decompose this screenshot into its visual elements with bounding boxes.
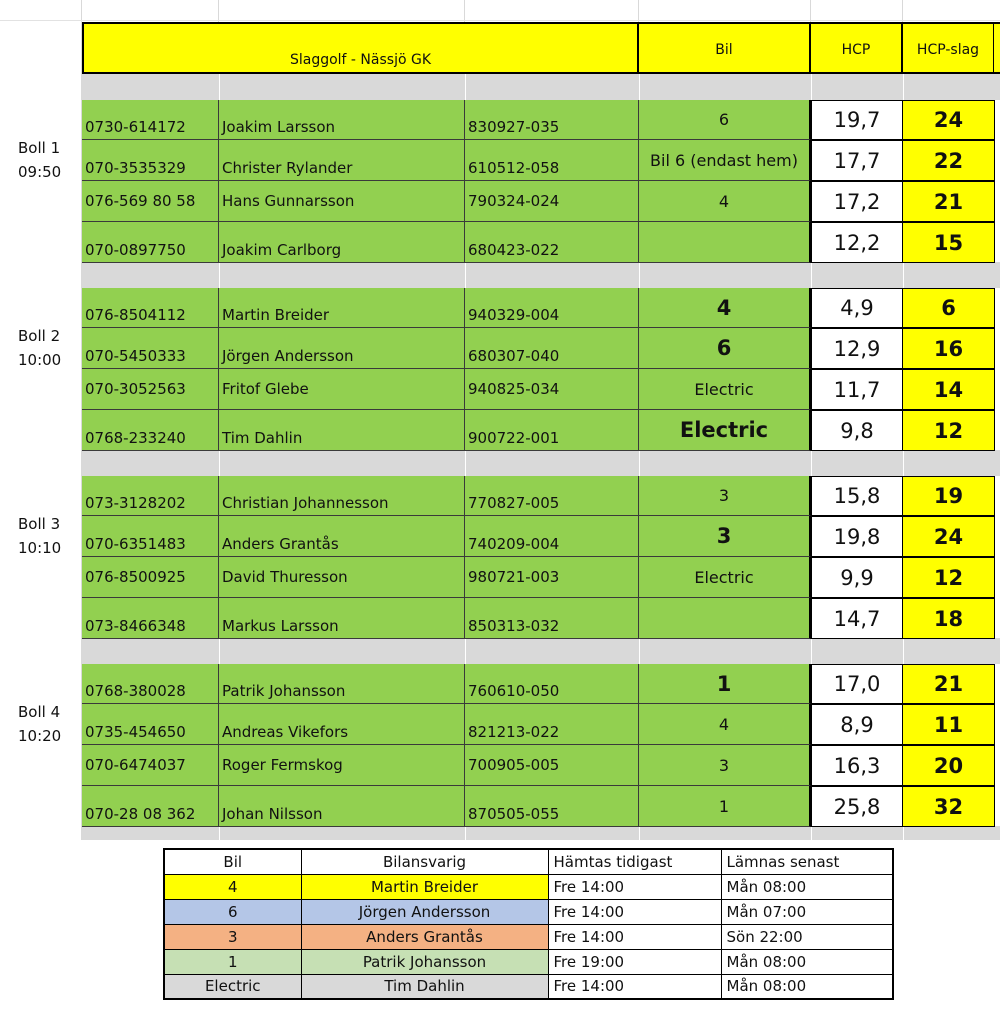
separator-gridline: [219, 450, 220, 476]
separator-gridline: [903, 826, 904, 840]
group-label: [18, 324, 61, 372]
player-hcp-slag: 15: [903, 222, 995, 263]
player-hcp: 12,2: [811, 222, 903, 263]
separator-gridline: [219, 826, 220, 840]
player-name: Johan Nilsson: [219, 786, 465, 827]
separator-gridline: [903, 262, 904, 288]
group-separator: [82, 262, 1000, 288]
legend-pickup: Fre 14:00: [548, 974, 721, 999]
legend-dropoff: Mån 07:00: [721, 899, 893, 924]
group-separator: [82, 826, 1000, 840]
player-hcp: 19,8: [811, 516, 903, 557]
separator-gridline: [465, 638, 466, 664]
player-phone: 073-3128202: [82, 476, 219, 516]
player-hcp-slag: 11: [903, 704, 995, 745]
group-time: 10:00: [18, 351, 62, 369]
player-hcp: 8,9: [811, 704, 903, 745]
player-phone: 070-5450333: [82, 328, 219, 369]
player-car: 4: [639, 288, 811, 328]
player-car: Electric: [639, 557, 811, 598]
player-car: 3: [639, 745, 811, 786]
player-phone: 0768-380028: [82, 664, 219, 704]
player-hcp: 9,9: [811, 557, 903, 598]
separator-gridline: [465, 826, 466, 840]
player-car: 1: [639, 786, 811, 827]
player-hcp-slag: 21: [903, 181, 995, 222]
player-phone: 0730-614172: [82, 100, 219, 140]
legend-row: [164, 974, 893, 999]
legend-row: [164, 924, 893, 949]
player-id: 870505-055: [465, 786, 639, 827]
player-hcp: 16,3: [811, 745, 903, 786]
player-name: Markus Larsson: [219, 598, 465, 639]
group-name: Boll 4: [18, 703, 61, 721]
group-separator: [82, 74, 1000, 100]
legend-bil: Electric: [164, 974, 301, 999]
grid-line: [0, 20, 1000, 21]
player-hcp-slag: 14: [903, 369, 995, 410]
legend-bil: 1: [164, 949, 301, 974]
player-name: Andreas Vikefors: [219, 704, 465, 745]
player-phone: 070-28 08 362: [82, 786, 219, 827]
separator-gridline: [811, 826, 812, 840]
legend-dropoff: Mån 08:00: [721, 974, 893, 999]
player-phone: 070-6351483: [82, 516, 219, 557]
separator-gridline: [639, 450, 640, 476]
group-time: 09:50: [18, 163, 62, 181]
player-name: Christian Johannesson: [219, 476, 465, 516]
player-name: Hans Gunnarsson: [219, 181, 465, 222]
player-id: 980721-003: [465, 557, 639, 598]
player-car: Electric: [639, 410, 811, 451]
player-id: 680307-040: [465, 328, 639, 369]
group-separator: [82, 638, 1000, 664]
legend-driver: Anders Grantås: [301, 924, 548, 949]
player-name: Fritof Glebe: [219, 369, 465, 410]
player-hcp-slag: 6: [903, 288, 995, 328]
legend-row: [164, 899, 893, 924]
group-time: 10:20: [18, 727, 62, 745]
separator-gridline: [811, 74, 812, 100]
legend-driver: Martin Breider: [301, 874, 548, 899]
legend-pickup: Fre 14:00: [548, 924, 721, 949]
player-name: Anders Grantås: [219, 516, 465, 557]
player-car: 6: [639, 100, 811, 140]
legend-pickup: Fre 19:00: [548, 949, 721, 974]
group-name: Boll 2: [18, 327, 61, 345]
car-legend-table: [163, 848, 894, 1000]
legend-driver: Jörgen Andersson: [301, 899, 548, 924]
player-name: Jörgen Andersson: [219, 328, 465, 369]
legend-bil: 6: [164, 899, 301, 924]
player-hcp: 17,2: [811, 181, 903, 222]
player-phone: 073-8466348: [82, 598, 219, 639]
legend-header-bil: Bil: [164, 849, 301, 874]
player-id: 700905-005: [465, 745, 639, 786]
player-car: [639, 222, 811, 263]
player-id: 740209-004: [465, 516, 639, 557]
group-label: [18, 136, 61, 184]
player-car: Electric: [639, 369, 811, 410]
player-id: 850313-032: [465, 598, 639, 639]
bil-header: Bil: [639, 22, 811, 74]
player-name: Roger Fermskog: [219, 745, 465, 786]
player-hcp: 11,7: [811, 369, 903, 410]
separator-gridline: [903, 74, 904, 100]
player-hcp-slag: 32: [903, 786, 995, 827]
legend-row: [164, 874, 893, 899]
player-hcp-slag: 24: [903, 516, 995, 557]
separator-gridline: [811, 262, 812, 288]
group-time: 10:10: [18, 539, 62, 557]
separator-gridline: [811, 638, 812, 664]
player-phone: 070-0897750: [82, 222, 219, 263]
legend-row: [164, 949, 893, 974]
legend-dropoff: Mån 08:00: [721, 874, 893, 899]
legend-header-driver: Bilansvarig: [301, 849, 548, 874]
player-id: 760610-050: [465, 664, 639, 704]
player-phone: 076-8504112: [82, 288, 219, 328]
player-phone: 070-3535329: [82, 140, 219, 181]
player-hcp-slag: 20: [903, 745, 995, 786]
separator-gridline: [465, 450, 466, 476]
player-car: 4: [639, 181, 811, 222]
hcp-slag-header: HCP-slag: [903, 22, 995, 74]
player-phone: 076-569 80 58: [82, 181, 219, 222]
player-name: Tim Dahlin: [219, 410, 465, 451]
group-name: Boll 1: [18, 139, 61, 157]
player-phone: 0768-233240: [82, 410, 219, 451]
player-phone: 070-6474037: [82, 745, 219, 786]
separator-gridline: [465, 74, 466, 100]
separator-gridline: [639, 262, 640, 288]
player-car: 3: [639, 516, 811, 557]
player-hcp: 17,0: [811, 664, 903, 704]
header-edge: [994, 22, 1000, 74]
player-hcp: 15,8: [811, 476, 903, 516]
player-id: 790324-024: [465, 181, 639, 222]
hcp-header: HCP: [811, 22, 903, 74]
legend-driver: Tim Dahlin: [301, 974, 548, 999]
group-name: Boll 3: [18, 515, 61, 533]
player-phone: 076-8500925: [82, 557, 219, 598]
group-separator: [82, 450, 1000, 476]
legend-header-pickup: Hämtas tidigast: [548, 849, 721, 874]
player-name: Christer Rylander: [219, 140, 465, 181]
player-name: David Thuresson: [219, 557, 465, 598]
player-hcp-slag: 12: [903, 557, 995, 598]
group-label: [18, 512, 61, 560]
separator-gridline: [219, 638, 220, 664]
player-car: 4: [639, 704, 811, 745]
player-id: 940329-004: [465, 288, 639, 328]
legend-header-dropoff: Lämnas senast: [721, 849, 893, 874]
player-phone: 070-3052563: [82, 369, 219, 410]
player-car: 3: [639, 476, 811, 516]
player-name: Joakim Carlborg: [219, 222, 465, 263]
player-id: 830927-035: [465, 100, 639, 140]
player-id: 610512-058: [465, 140, 639, 181]
player-name: Patrik Johansson: [219, 664, 465, 704]
player-id: 821213-022: [465, 704, 639, 745]
player-hcp: 4,9: [811, 288, 903, 328]
legend-header-row: [164, 849, 893, 874]
legend-driver: Patrik Johansson: [301, 949, 548, 974]
player-id: 900722-001: [465, 410, 639, 451]
player-hcp-slag: 21: [903, 664, 995, 704]
player-hcp: 9,8: [811, 410, 903, 451]
player-hcp: 19,7: [811, 100, 903, 140]
player-hcp-slag: 24: [903, 100, 995, 140]
separator-gridline: [639, 826, 640, 840]
separator-gridline: [811, 450, 812, 476]
legend-pickup: Fre 14:00: [548, 874, 721, 899]
player-hcp: 12,9: [811, 328, 903, 369]
legend-bil: 3: [164, 924, 301, 949]
player-hcp: 25,8: [811, 786, 903, 827]
player-hcp-slag: 19: [903, 476, 995, 516]
player-hcp-slag: 12: [903, 410, 995, 451]
legend-bil: 4: [164, 874, 301, 899]
legend-dropoff: Sön 22:00: [721, 924, 893, 949]
player-hcp-slag: 22: [903, 140, 995, 181]
player-hcp: 17,7: [811, 140, 903, 181]
player-hcp-slag: 16: [903, 328, 995, 369]
player-name: Joakim Larsson: [219, 100, 465, 140]
legend-pickup: Fre 14:00: [548, 899, 721, 924]
separator-gridline: [219, 74, 220, 100]
sheet-title: Slaggolf - Nässjö GK: [82, 22, 639, 74]
player-hcp: 14,7: [811, 598, 903, 639]
separator-gridline: [903, 638, 904, 664]
separator-gridline: [639, 638, 640, 664]
separator-gridline: [465, 262, 466, 288]
player-car: [639, 598, 811, 639]
player-car: 1: [639, 664, 811, 704]
player-car: 6: [639, 328, 811, 369]
separator-gridline: [639, 74, 640, 100]
player-id: 770827-005: [465, 476, 639, 516]
group-label: [18, 700, 61, 748]
separator-gridline: [903, 450, 904, 476]
legend-dropoff: Mån 08:00: [721, 949, 893, 974]
player-car: Bil 6 (endast hem): [639, 140, 811, 181]
player-hcp-slag: 18: [903, 598, 995, 639]
separator-gridline: [219, 262, 220, 288]
player-id: 680423-022: [465, 222, 639, 263]
player-name: Martin Breider: [219, 288, 465, 328]
player-phone: 0735-454650: [82, 704, 219, 745]
player-id: 940825-034: [465, 369, 639, 410]
